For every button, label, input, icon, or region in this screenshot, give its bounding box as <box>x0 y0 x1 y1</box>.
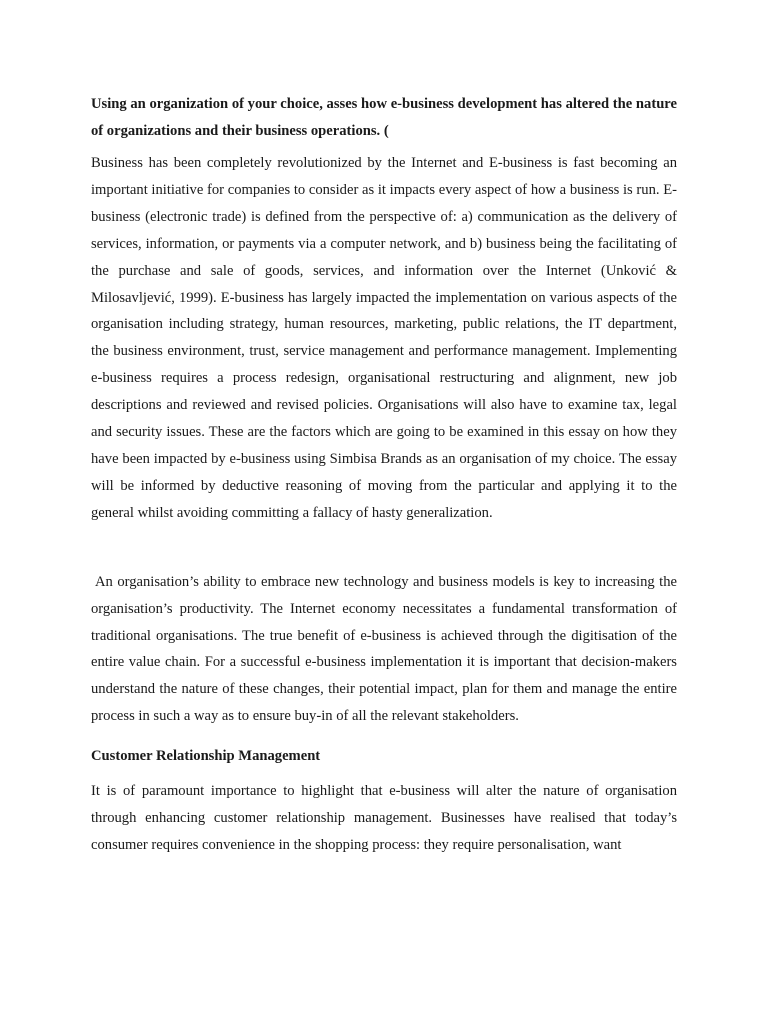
paragraph-organisational-ability: An organisation’s ability to embrace new technology and business models is key to increasing the organisation’s productivity. The Internet economy necessitates a fundamental transformation of traditional organisations. The true benefit of e-business is achieved through the digitisation of the entire value chain. For a successful e-business implementation it is important that decision-makers understand the nature of these changes, their potential impact, plan for them and manage the entire process in such a way as to ensure buy-in of all the relevant stakeholders. <box>91 573 677 725</box>
paragraph-crm: It is of paramount importance to highlight that e-business will alter the nature of organisation through enhancing customer relationship management. Businesses have realised that today’s consumer requires convenience in the shopping process: they require personalisation, want <box>91 783 677 853</box>
paragraph-introduction: Business has been completely revolutionized by the Internet and E-business is fast becoming an important initiative for companies to consider as it impacts every aspect of how a business is run. E-business (electronic trade) is defined from the perspective of: a) communication as the delivery of services, information, or payments via a computer network, and b) business being the facilitating of the purchase and sale of goods, services, and information over the Internet (Unković & Milosavljević, 1999). E-business has largely impacted the implementation on various aspects of the organisation including strategy, human resources, marketing, public relations, the IT department, the business environment, trust, service management and performance management. Implementing e-business requires a process redesign, organisational restructuring and alignment, new job descriptions and reviewed and revised policies. Organisations will also have to examine tax, legal and security issues. These are the factors which are going to be examined in this essay on how they have been impacted by e-business using Simbisa Brands as an organisation of my choice. The essay will be informed by deductive reasoning of moving from the particular and applying it to the general whilst avoiding committing a fallacy of hasty generalization. <box>91 155 677 521</box>
document-title: Using an organization of your choice, asses how e-business development has altered the nature of organizations and their business operations. ( <box>91 96 677 139</box>
document-page <box>91 91 677 859</box>
section-heading-crm: Customer Relationship Management <box>91 748 321 765</box>
